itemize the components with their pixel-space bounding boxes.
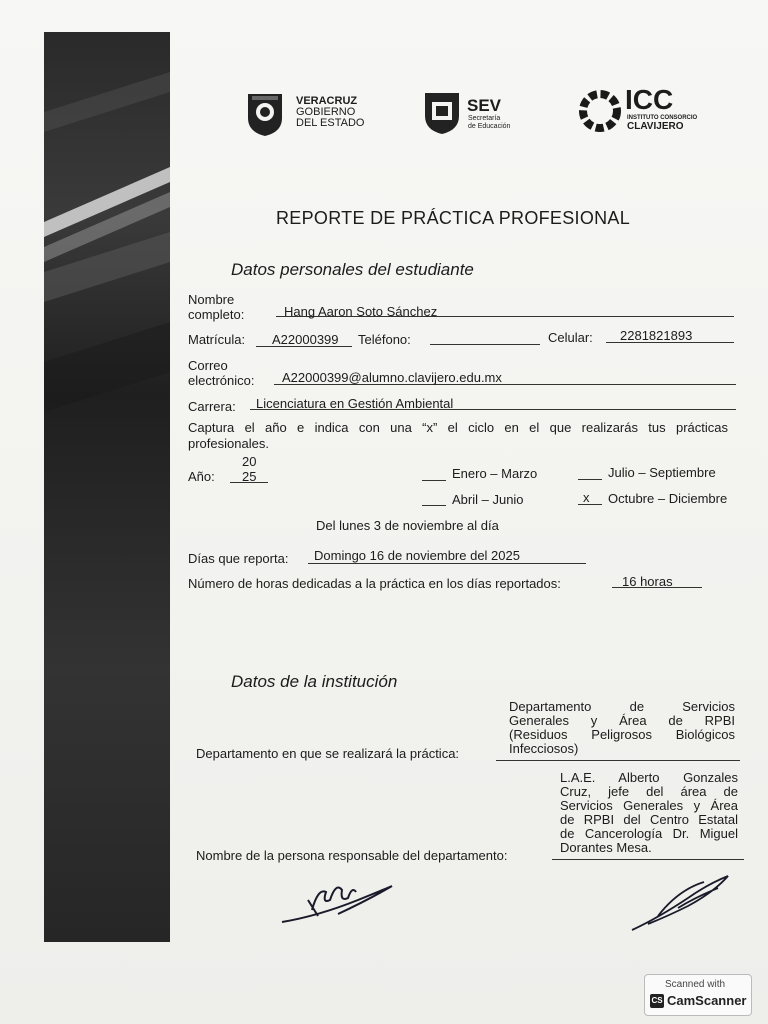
resp-value-line: Servicios Generales y Área <box>560 798 738 813</box>
dias-value: Domingo 16 de noviembre del 2025 <box>314 548 520 563</box>
email-label-line1: Correo <box>188 358 228 373</box>
julio-checkbox-line <box>578 479 602 480</box>
veracruz-line1: VERACRUZ <box>296 95 358 107</box>
resp-underline <box>552 859 744 860</box>
resp-value-line: L.A.E. Alberto Gonzales <box>560 770 738 785</box>
scanner-badge <box>644 974 752 1016</box>
veracruz-shield-icon <box>244 90 286 138</box>
anio-label: Año: <box>188 469 215 484</box>
cycle-octubre-diciembre: Octubre – Diciembre <box>608 491 728 506</box>
resp-value-line: de Cancerología Dr. Miguel <box>560 826 738 841</box>
matricula-value: A22000399 <box>272 332 339 347</box>
sev-logo <box>422 90 462 141</box>
veracruz-logo-text <box>296 96 364 129</box>
veracruz-logo <box>244 90 286 143</box>
icc-name: ICC <box>625 84 674 115</box>
period-from: Del lunes 3 de noviembre al día <box>316 518 499 533</box>
scanner-badge-line1: Scanned with <box>665 979 726 990</box>
enero-checkbox-line <box>422 480 446 481</box>
icc-sub1: INSTITUTO CONSORCIO <box>627 115 698 121</box>
carrera-label: Carrera: <box>188 399 236 414</box>
email-label-line2: electrónico: <box>188 373 255 388</box>
sev-sub1: Secretaría <box>468 115 501 122</box>
resp-value-line: Cruz, jefe del área de <box>560 784 738 799</box>
student-section-heading: Datos personales del estudiante <box>231 260 474 279</box>
icc-logo <box>578 89 622 138</box>
resp-value-line: de RPBI del Centro Estatal <box>560 812 738 827</box>
dept-value-line: Infecciosos) <box>509 741 579 756</box>
sidebar-stripes <box>44 32 170 942</box>
name-value: Hang Aaron Soto Sánchez <box>284 304 438 319</box>
dept-underline <box>496 760 740 761</box>
scanner-badge-line2: CamScanner <box>667 993 747 1008</box>
anio-value: 25 <box>242 469 257 484</box>
dept-value-line: Generales y Área de RPBI <box>509 713 735 728</box>
resp-value <box>560 771 738 855</box>
instruction-line1: Captura el año e indica con una “x” el ciclo en el que realizarás tus prácticas <box>188 420 728 435</box>
horas-value: 16 horas <box>622 574 673 589</box>
sev-sub2: de Educación <box>468 123 511 130</box>
telefono-label: Teléfono: <box>358 332 411 347</box>
telefono-underline <box>430 344 540 345</box>
celular-value: 2281821893 <box>620 328 693 343</box>
signature-scribble-icon <box>628 868 738 938</box>
horas-label: Número de horas dedicadas a la práctica en los días reportados: <box>188 576 561 591</box>
decorative-sidebar <box>44 32 170 942</box>
resp-value-line: Dorantes Mesa. <box>560 840 652 855</box>
dept-value-line: (Residuos Peligrosos Biológicos <box>509 727 735 742</box>
veracruz-line2: GOBIERNO <box>296 106 356 118</box>
signature-scribble-icon <box>278 870 398 930</box>
matricula-label: Matrícula: <box>188 332 246 347</box>
name-label-line1: Nombre <box>188 292 235 307</box>
cycle-julio-septiembre: Julio – Septiembre <box>608 465 716 480</box>
resp-label: Nombre de la persona responsable del departamento: <box>196 848 508 863</box>
camscanner-logo-icon: CS <box>650 994 664 1008</box>
institution-section-heading: Datos de la institución <box>231 672 398 691</box>
page-title: REPORTE DE PRÁCTICA PROFESIONAL <box>276 208 631 228</box>
abril-checkbox-line <box>422 505 446 506</box>
icc-ring-icon <box>578 89 622 133</box>
octubre-checkbox-line <box>578 504 602 505</box>
sev-name: SEV <box>467 96 502 115</box>
instruction-line2: profesionales. <box>188 436 269 451</box>
dept-label: Departamento en que se realizará la práctica: <box>196 746 460 761</box>
cycle-enero-marzo: Enero – Marzo <box>452 466 538 481</box>
dias-label: Días que reporta: <box>188 551 289 566</box>
celular-label: Celular: <box>548 330 593 345</box>
student-signature <box>278 870 398 935</box>
dias-underline <box>308 563 586 564</box>
icc-sub2: CLAVIJERO <box>627 121 684 132</box>
octubre-selected-mark: x <box>583 490 590 505</box>
dept-value-line: Departamento de Servicios <box>509 699 735 714</box>
email-value: A22000399@alumno.clavijero.edu.mx <box>282 370 502 385</box>
supervisor-signature <box>628 868 738 943</box>
email-label <box>188 358 254 388</box>
name-label-line2: completo: <box>188 307 245 322</box>
dept-value <box>509 700 735 756</box>
cycle-abril-junio: Abril – Junio <box>452 492 524 507</box>
anio-prefix: 20 <box>242 454 257 469</box>
name-label <box>188 292 244 322</box>
sev-subtitle <box>468 115 510 131</box>
sev-shield-icon <box>422 90 462 136</box>
carrera-value: Licenciatura en Gestión Ambiental <box>256 396 454 411</box>
veracruz-line3: DEL ESTADO <box>296 117 365 129</box>
